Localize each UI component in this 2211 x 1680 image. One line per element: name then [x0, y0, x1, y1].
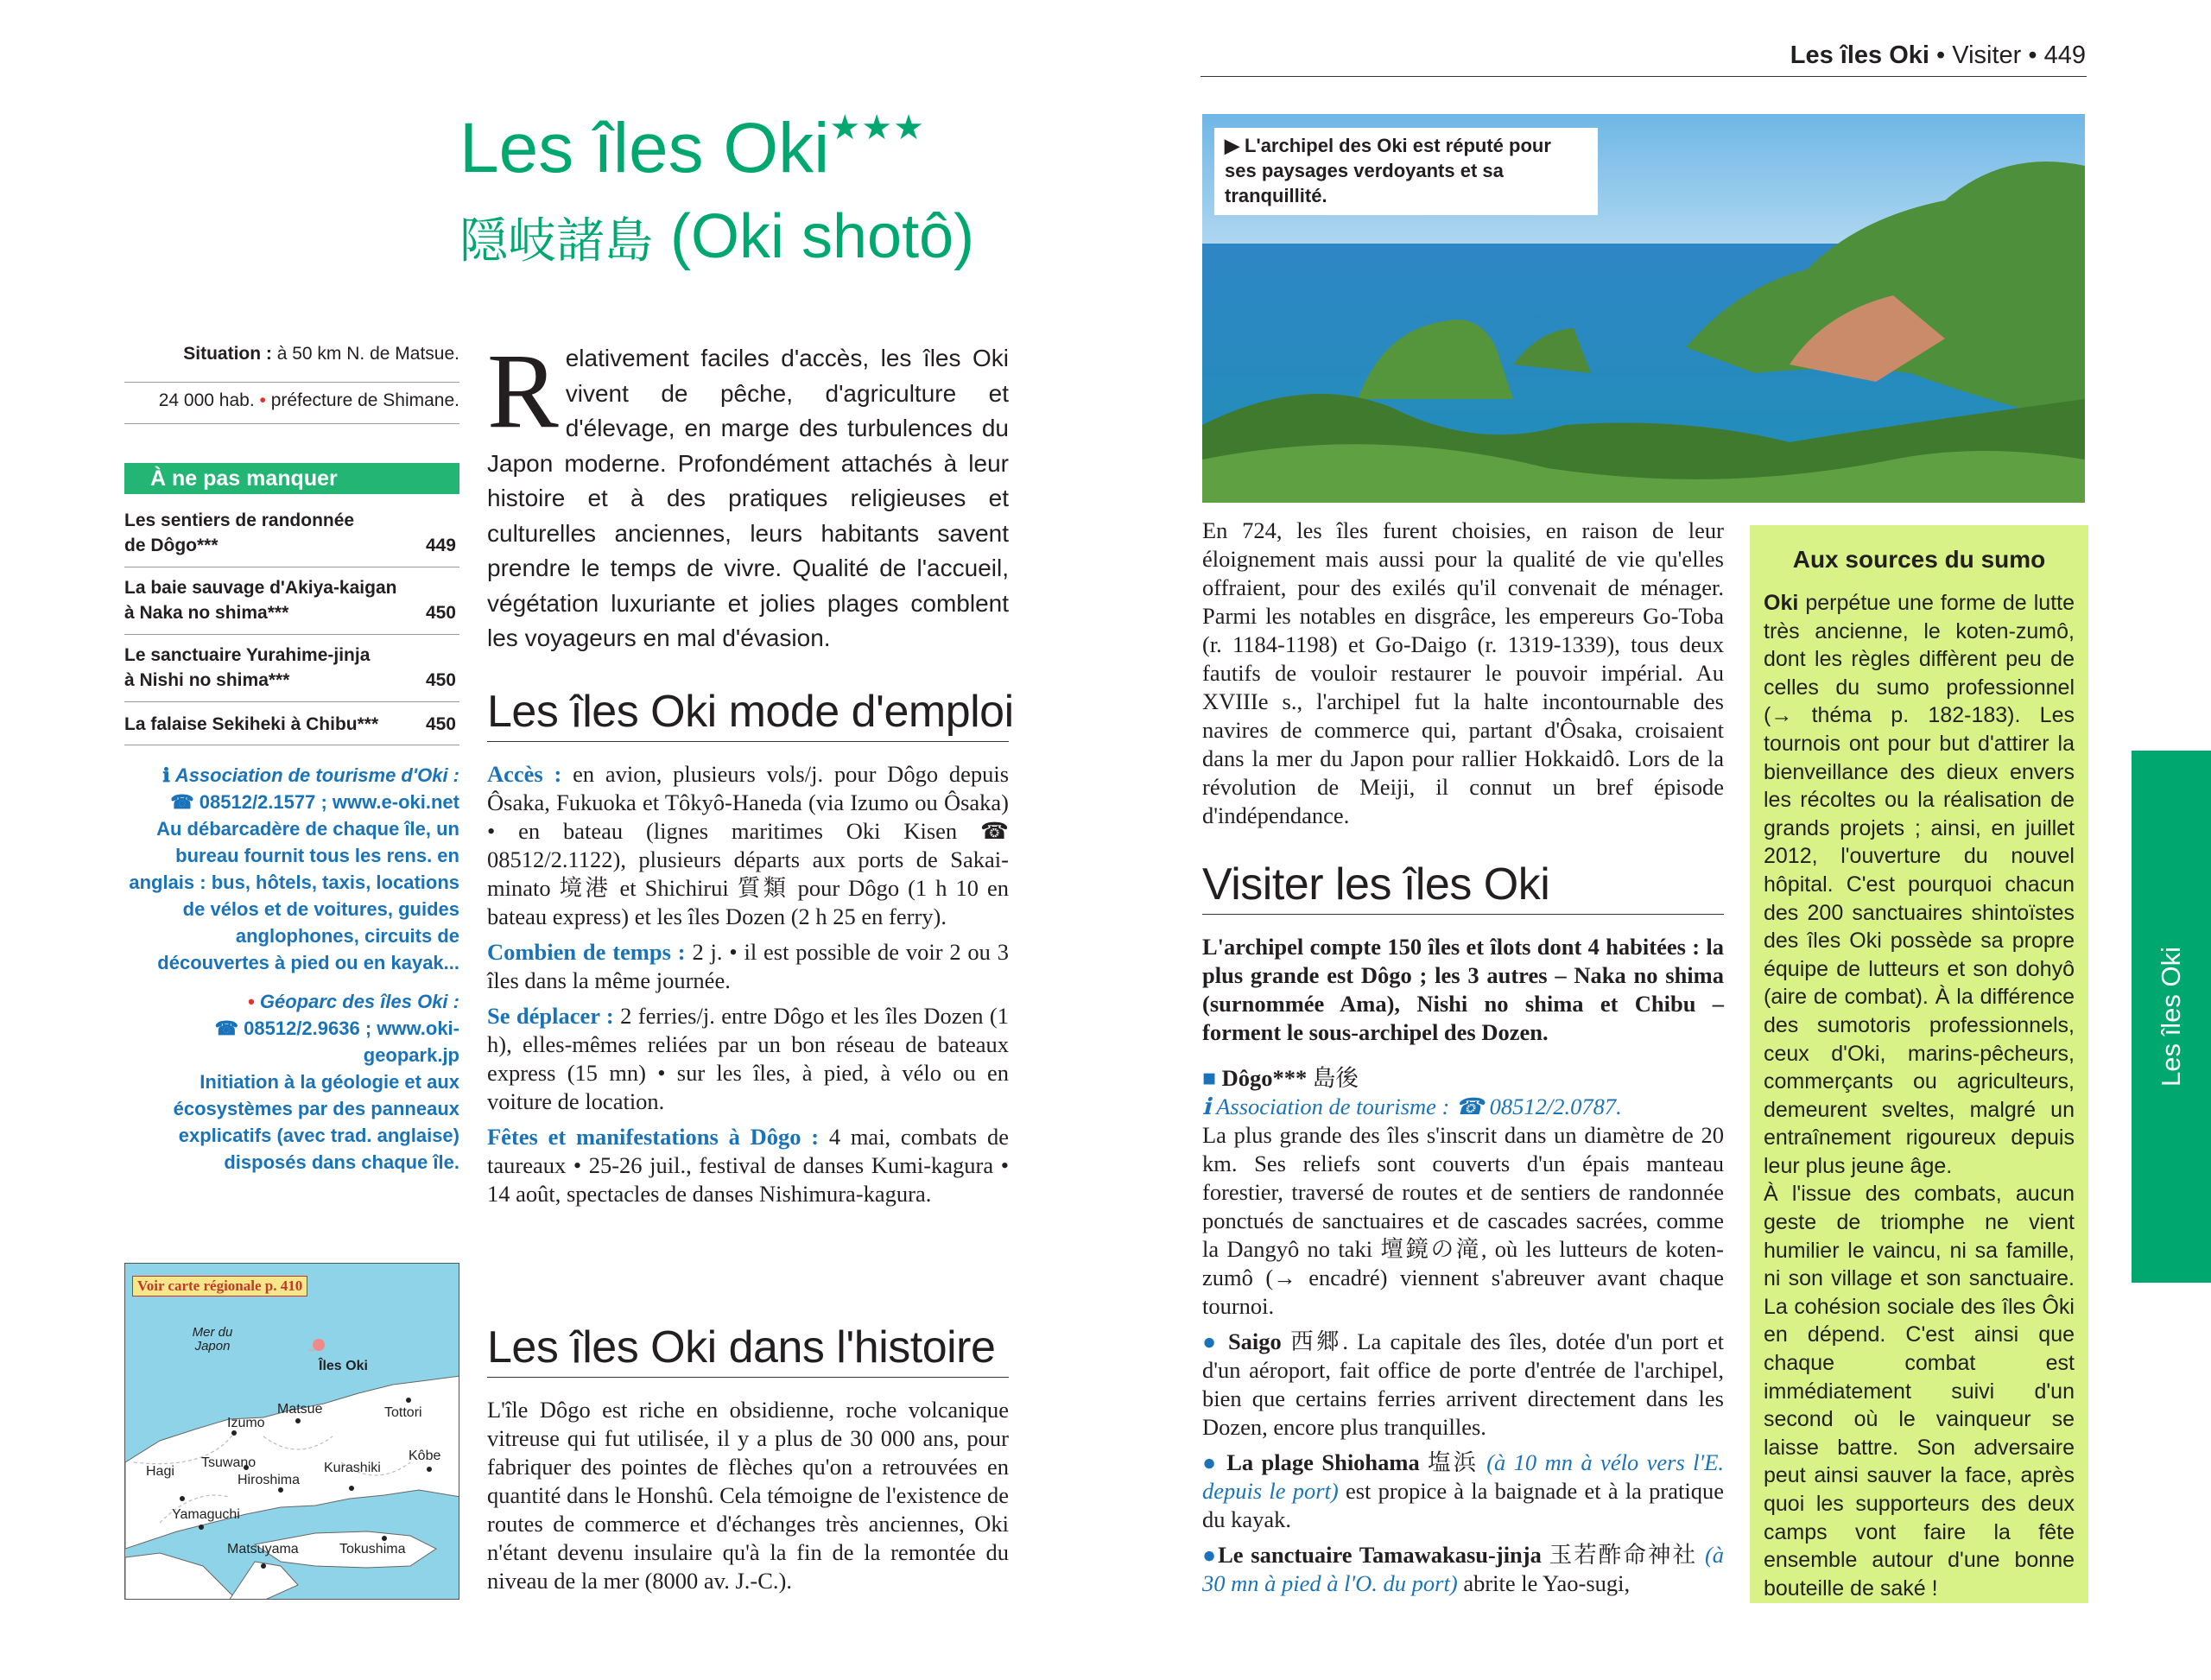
map-label: Hagi [146, 1464, 174, 1479]
rating-stars: ★★★ [829, 109, 925, 147]
info-tourism: ℹ Association de tourisme d'Oki : ☎ 08512/2.1577 ; www.e-oki.net Au débarcadère de chaque île, un bureau fournit tous les rens. en anglais : bus, hôtels, taxis, locations de vélos et de voitures, guides anglophones, circuits de découvertes à pied ou en kayak... [129, 764, 459, 973]
map-label: Izumo [227, 1416, 265, 1430]
situation: Situation : à 50 km N. de Matsue. [183, 344, 459, 364]
map-label: Tottori [384, 1405, 422, 1420]
must-see-item[interactable]: La falaise Sekiheki à Chibu*** 450 [124, 714, 456, 734]
contact-link[interactable]: ☎ 08512/2.9636 ; www.oki-geopark.jp [214, 1018, 459, 1066]
practical-info: Accès : en avion, plusieurs vols/j. pour Dôgo depuis Ôsaka, Fukuoka et Tôkyô-Haneda (via Izumo ou Ôsaka) • en bateau (lignes maritimes Oki Kisen ☎ 08512/2.1122), plusieurs départs aux ports de Sakai-minato 境港 et Shichirui 質類 pour Dôgo (1 h 10 en bateau express) et les îles Dozen (2 h 25 en ferry). Combien de temps : 2 j. • il est possible de voir 2 ou 3 îles dans la même journée. Se déplacer : 2 ferries/j. entre Dôgo et les îles Dozen (1 h), elles-mêmes reliées par un bon réseau de bateaux express (15 mn) • sur les îles, à pied, à vélo ou en voiture de location. Fêtes et manifestations à Dôgo : 4 mai, combats de taureaux • 25-26 juil., festival de danses Kumi-kagura • 14 août, spectacles de danses Nishimura-kagura. [487, 761, 1010, 1207]
map-label: Kurashiki [324, 1461, 381, 1475]
chapter-tab[interactable]: Les îles Oki [2132, 751, 2211, 1283]
info-geopark: • Géoparc des îles Oki : ☎ 08512/2.9636 ; www.oki-geopark.jp Initiation à la géologie et aux écosystèmes par des panneaux explicatifs (avec trad. anglaise) disposés dans chaque île. [173, 991, 459, 1173]
regional-map[interactable] [124, 1263, 459, 1600]
photo-caption: ▶ L'archipel des Oki est réputé pour ses paysages verdoyants et sa tranquillité. [1214, 128, 1598, 215]
must-see-header: À ne pas manquer [124, 463, 459, 494]
info-icon: ℹ [1202, 1094, 1212, 1119]
sumo-sidebar-box [1750, 525, 2088, 1603]
box-body: Oki perpétue une forme de lutte très ancienne, le koten-zumô, dont les règles diffèrent peu de celles du sumo professionnel (→ théma p. 182-183). Les tournois ont pour but d'attirer la bienveillance des dieux envers les récoltes ou la réalisation de grands projets ; ainsi, en juillet 2012, l'ouverture du nouvel hôpital. C'est pourquoi chacun des 200 sanctuaires shintoïstes des îles Oki possède sa propre équipe de lutteurs et son dohyô (aire de combat). À la différence des sumotoris professionnels, ceux d'Oki, marins-pêcheurs, commerçants ou agriculteurs, demeurent sveltes, malgré un entraînement rigoureux depuis leur plus jeune âge. À l'issue des combats, aucun geste de triomphe ne vient humilier le vaincu, ni sa famille, ni son village et son sanctuaire. La cohésion sociale des îles Ôki en dépend. C'est ainsi que chaque combat est immédiatement suivi d'un second où le vainqueur se laisse battre. Son adversaire peut ainsi sauver la face, après quoi les supporteurs des deux camps vont faire la fête ensemble autour d'une bonne bouteille de saké ! [1764, 591, 2075, 1601]
must-see-item[interactable]: Les sentiers de randonnée de Dôgo*** 449 [124, 510, 456, 555]
history-continued: En 724, les îles furent choisies, en raison de leur éloignement mais aussi pour la qualité de vie qu'elles offraient, pour des exilés qu'il convenait de ménager. Parmi les notables en disgrâce, les empereurs Go-Toba (r. 1184-1198) et Go-Daigo (r. 1319-1339), tous deux fautifs de vouloir restaurer le pouvoir impérial. Au XVIIIe s., l'archipel fut la halte incontournable des navires de commerce qui, partant d'Ôsaka, croisaient dans la mer du Japon pour rallier Hokkaidô. Lors de la révolution de Meiji, il connut un bref épisode d'indépendance. [1202, 517, 1724, 828]
map-label: Matsue [277, 1402, 323, 1417]
info-icon: ℹ [162, 764, 170, 786]
map-label: Yamaguchi [172, 1507, 240, 1522]
visit-lead: L'archipel compte 150 îles et îlots dont 4 habitées : la plus grande est Dôgo ; les 3 autres – Naka no shima (surnommée Ama), Nishi no shima et Chibu – forment le sous-archipel des Dozen. [1202, 934, 1724, 1045]
section-marker-icon: ■ [1202, 1065, 1217, 1091]
must-see-item[interactable]: La baie sauvage d'Akiya-kaigan à Naka no shima*** 450 [124, 578, 456, 623]
running-head-rule [1201, 76, 2087, 77]
map-label: Tokushima [339, 1542, 406, 1556]
map-reference-tag[interactable]: Voir carte régionale p. 410 [132, 1276, 307, 1296]
landscape-photo [1202, 114, 2085, 503]
must-see-item[interactable]: Le sanctuaire Yurahime-jinja à Nishi no shima*** 450 [124, 645, 456, 690]
map-label-sea: Mer du Japon [192, 1325, 233, 1354]
divider [124, 423, 459, 424]
box-title: Aux sources du sumo [1792, 546, 2046, 573]
intro-paragraph: Relativement faciles d'accès, les îles Oki vivent de pêche, d'agriculture et d'élevage, en marge des turbulences du Japon moderne. Profondément attachés à leur histoire et à des pratiques religieuses et culturelles anciennes, leurs habitants savent prendre le temps de vivre. Qualité de l'accueil, végétation luxuriante et jolies plages comblent les voyageurs en mal d'évasion. [487, 332, 1009, 651]
page-title: Les îles Oki★★★ [459, 109, 925, 187]
map-label-oki: Îles Oki [319, 1359, 368, 1373]
running-head: Les îles Oki • Visiter • 449 [1790, 41, 2086, 69]
history-paragraph: L'île Dôgo est riche en obsidienne, roche volcanique vitreuse qui fut utilisée, il y a plus de 30 000 ans, pour fabriquer des pointes de flèches qu'on a retrouvées en quantité dans le Honshû. Cela témoigne de l'existence de routes de commerce et d'échanges très anciennes, Oki n'étant devenu insulaire qu'à la fin de la remontée du niveau de la mer (8000 av. J.-C.). [487, 1397, 1009, 1594]
dogo-section: ■ Dôgo*** 島後 ℹ Association de tourisme : ☎ 08512/2.0787. La plus grande des îles s'inscrit dans un diamètre de 20 km. Ses reliefs sont couverts d'un épais manteau forestier, traversé de routes et de sentiers de randonnée ponctués de sanctuaires et de cascades sacrées, comme la Dangyô no taki 壇鏡の滝, où les lutteurs de koten-zumô (→ encadré) viennent s'abreuver avant chaque tournoi. ● Saigo 西郷. La capitale des îles, dotée d'un port et d'un aéroport, fait office de porte d'entrée de l'archipel, bien que certains ferries arrivent directement dans les Dozen, encore plus tranquilles. ● La plage Shiohama 塩浜 (à 10 mn à vélo vers l'E. depuis le port) est propice à la baignade et à la pratique du kayak. ●Le sanctuaire Tamawakasu-jinja 玉若酢命神社 (à 30 mn à pied à l'O. du port) abrite le Yao-sugi, [1202, 1065, 1725, 1596]
map-label: Matsuyama [227, 1542, 299, 1556]
drop-cap: R [487, 332, 559, 450]
divider [124, 382, 459, 383]
map-label: Hiroshima [238, 1473, 301, 1487]
section-heading: Les îles Oki dans l'histoire [487, 1322, 996, 1373]
section-heading: Les îles Oki mode d'emploi [487, 687, 1014, 737]
page-subtitle: 隠岐諸島 (Oki shotô) [459, 202, 975, 271]
map-label: Tsuwano [201, 1455, 257, 1470]
map-label: Kôbe [409, 1449, 441, 1463]
section-heading: Visiter les îles Oki [1202, 859, 1550, 910]
population: 24 000 hab. • préfecture de Shimane. [158, 390, 459, 410]
contact-link[interactable]: ☎ 08512/2.1577 ; www.e-oki.net [170, 791, 459, 813]
